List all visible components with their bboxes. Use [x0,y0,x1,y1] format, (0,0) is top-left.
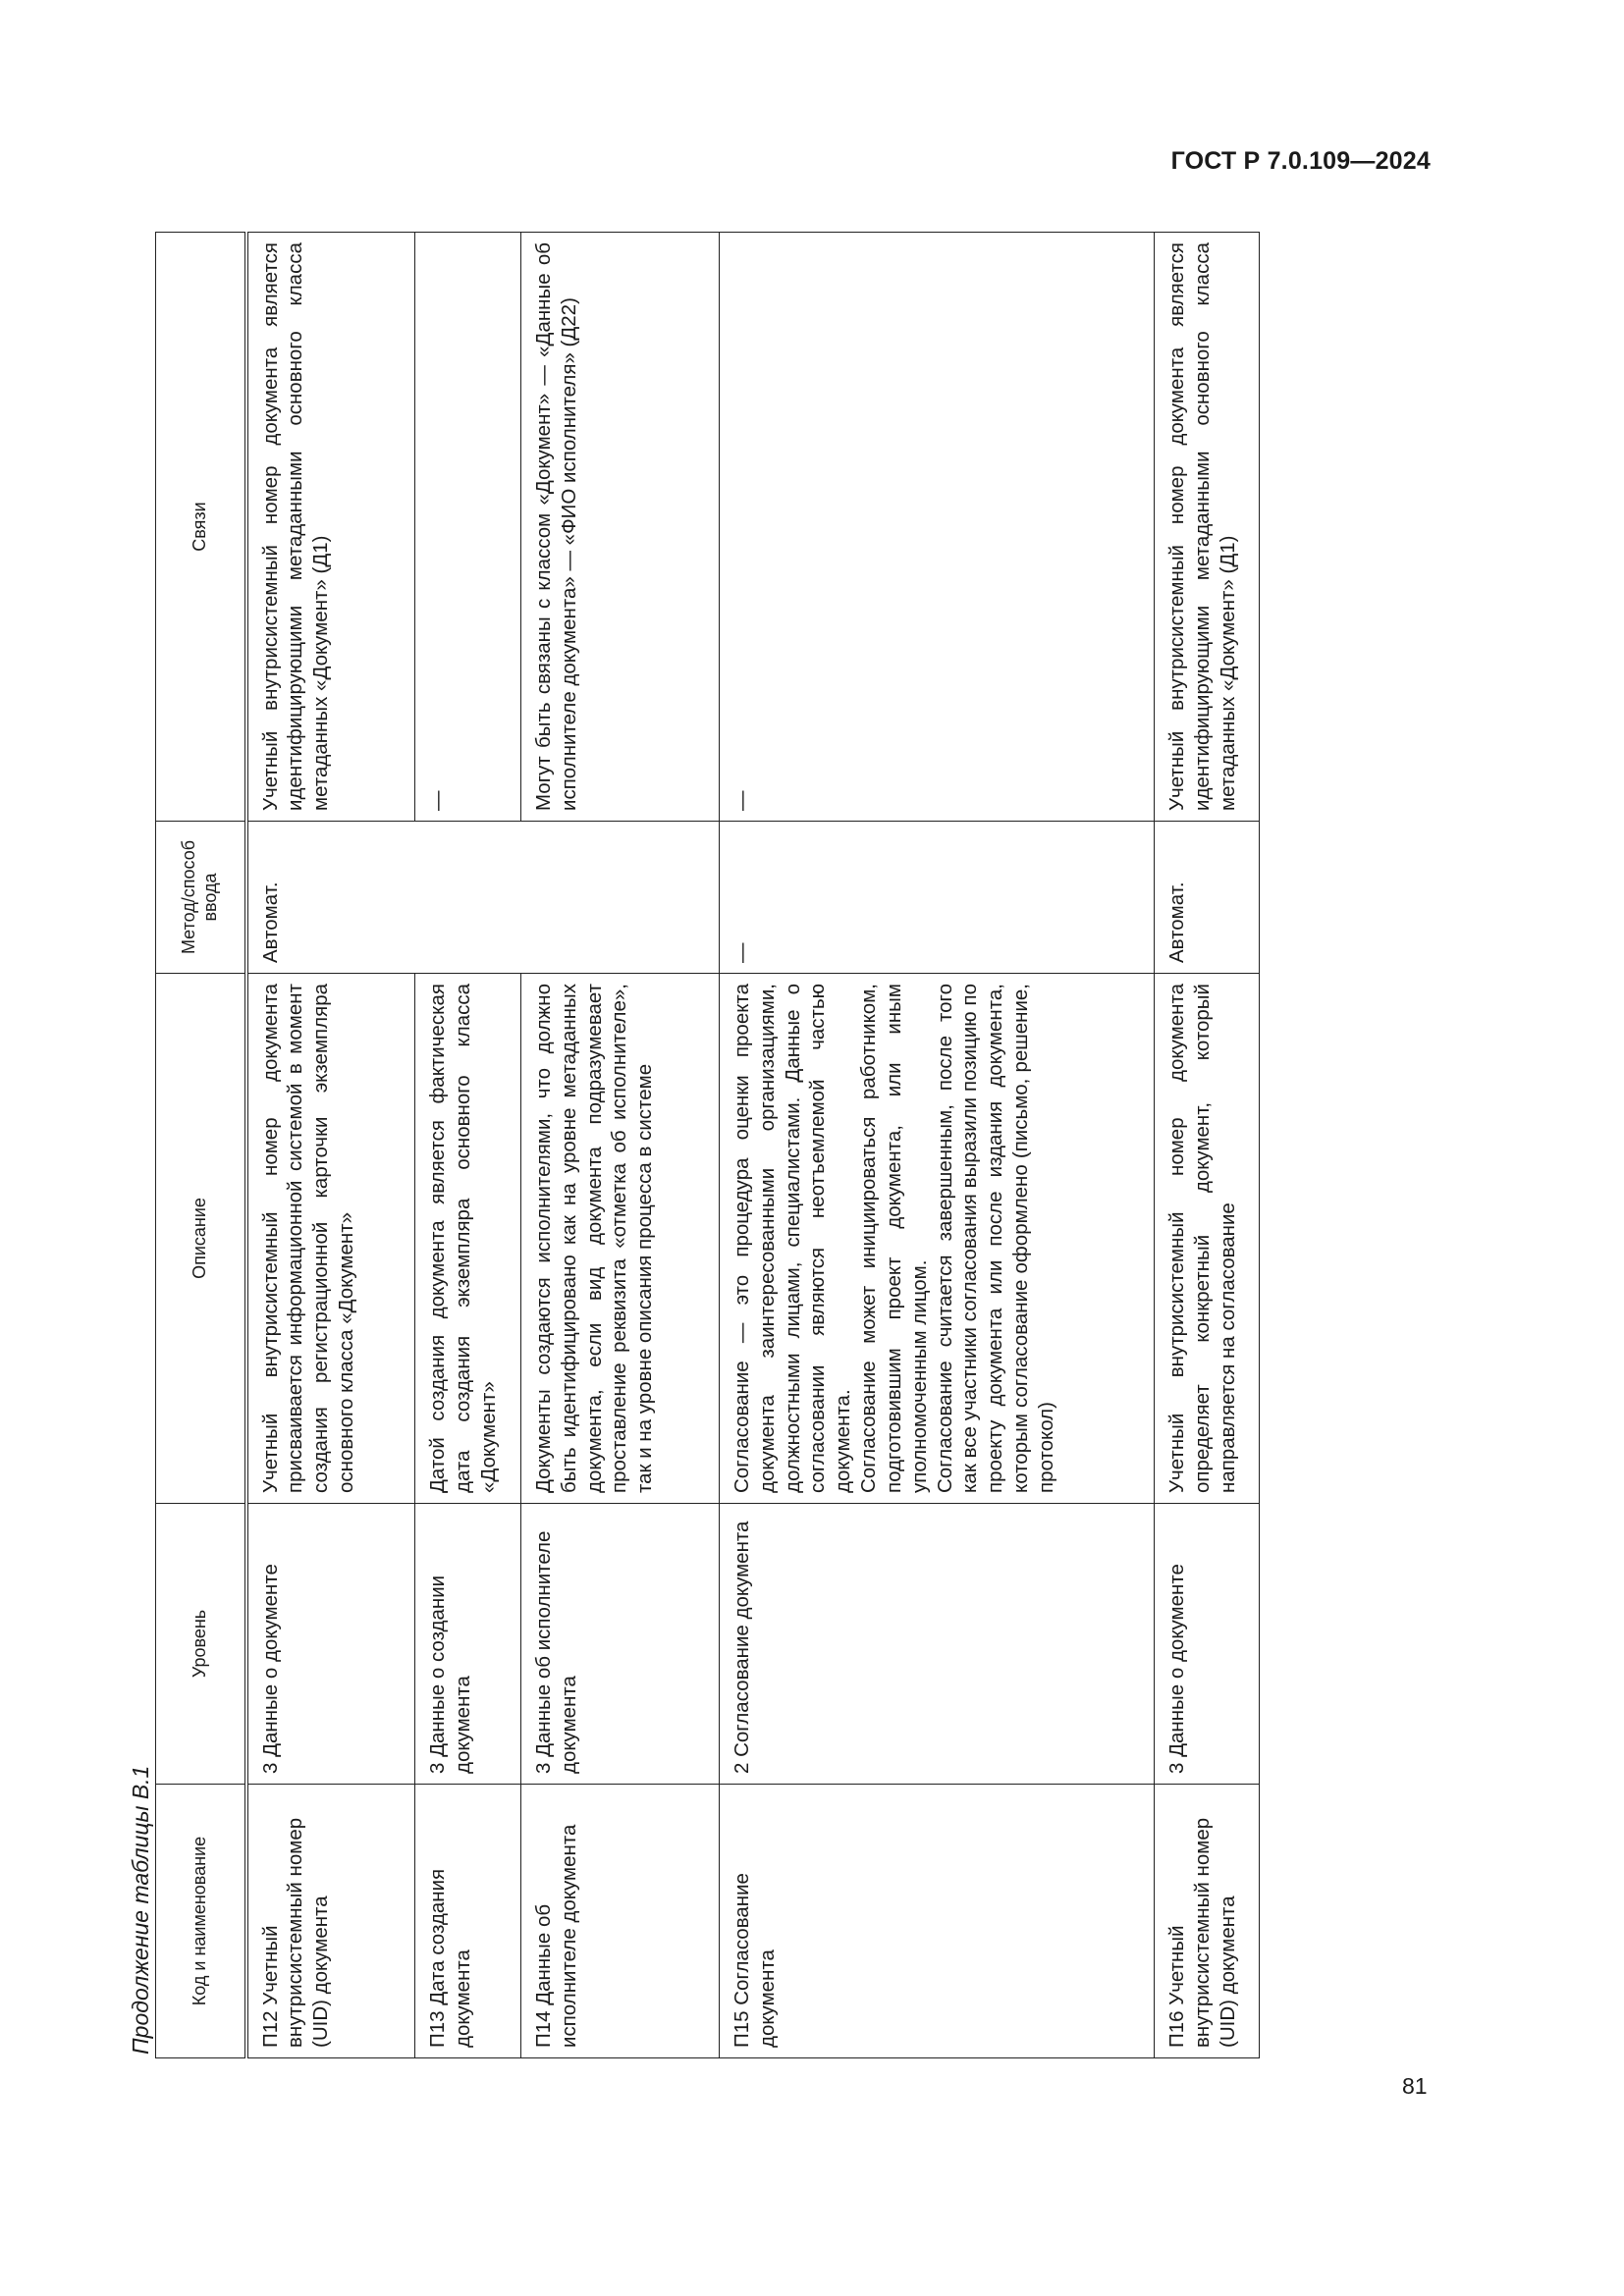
table-row [246,233,415,2058]
description-paragraph: Датой создания документа является фактическая дата создания экземпляра основного класса «Документ» [426,984,500,1493]
empty-dash: — [731,790,753,811]
description-paragraph: Согласование считается завершенным, после того как все участники согласования выразили позицию по проекту документа или после издания документа, которым согласование оформлено (письмо, решение, протокол) [933,984,1057,1493]
col-header-level: Уровень [156,1504,246,1785]
col-header-description: Описание [156,974,246,1504]
cell-links [415,233,521,822]
table-caption: Продолжение таблицы В.1 [128,1765,153,2055]
description-paragraph: Учетный внутрисистемный номер документа присваивается информационной системой в момент создания регистрационной карточки экземпляра основного класса «Документ» [258,984,357,1493]
cell-code: П13 Дата создания документа [415,1785,521,2058]
empty-dash: — [731,942,753,963]
cell-links: Могут быть связаны с классом «Документ» — «Данные об исполнителе документа» — «ФИО исполнителя» (Д22) [521,233,720,822]
cell-code: П15 Согласование документа [720,1785,1155,2058]
empty-dash: — [426,790,449,811]
cell-method [720,822,1155,974]
col-header-code: Код и наименование [156,1785,246,2058]
cell-code: П12 Учетный внутрисистемный номер (UID) документа [246,1785,415,2058]
page-number: 81 [1402,2073,1428,2099]
cell-code: П14 Данные об исполнителе документа [521,1785,720,2058]
cell-links [720,233,1155,822]
metadata-table [155,232,1260,2058]
description-paragraph: Согласование может инициироваться работником, подготовившим проект документа, или иным уполномоченным лицом. [857,984,931,1493]
col-header-links: Связи [156,233,246,822]
cell-level: 3 Данные об исполнителе документа [521,1504,720,1785]
table-header-row [156,233,246,2058]
cell-description [246,974,415,1504]
cell-links: Учетный внутрисистемный номер документа является идентифицирующими метаданными основного класса метаданных «Документ» (Д1) [246,233,415,822]
cell-code: П16 Учетный внутрисистемный номер (UID) документа [1155,1785,1260,2058]
cell-description [415,974,521,1504]
table-row [521,233,720,2058]
cell-level: 3 Данные о документе [246,1504,415,1785]
cell-level: 3 Данные о документе [1155,1504,1260,1785]
standard-designation: ГОСТ Р 7.0.109—2024 [1170,147,1431,175]
cell-level: 2 Согласование документа [720,1504,1155,1785]
table-row [415,233,521,2058]
table-row [720,233,1155,2058]
col-header-method: Метод/способ ввода [156,822,246,974]
cell-level: 3 Данные о создании документа [415,1504,521,1785]
cell-description [720,974,1155,1504]
cell-description [521,974,720,1504]
description-paragraph: Учетный внутрисистемный номер документа определяет конкретный документ, который направляется на согласование [1165,984,1239,1493]
table-row [1155,233,1260,2058]
cell-method: Автомат. [246,822,720,974]
cell-method: Автомат. [1155,822,1260,974]
description-paragraph: Согласование — это процедура оценки проекта документа заинтересованными организациями, должностными лицами, специалистами. Данные о согласовании являются неотъемлемой частью документа. [731,984,855,1493]
description-paragraph: Документы создаются исполнителями, что должно быть идентифицировано как на уровне метаданных документа, если вид документа подразумевает проставление реквизита «отметка об исполнителе», так и на уровне описания процесса в системе [532,984,657,1493]
cell-description [1155,974,1260,1504]
metadata-table-rotated [155,233,1259,2058]
cell-links: Учетный внутрисистемный номер документа является идентифицирующими метаданными основного класса метаданных «Документ» (Д1) [1155,233,1260,822]
